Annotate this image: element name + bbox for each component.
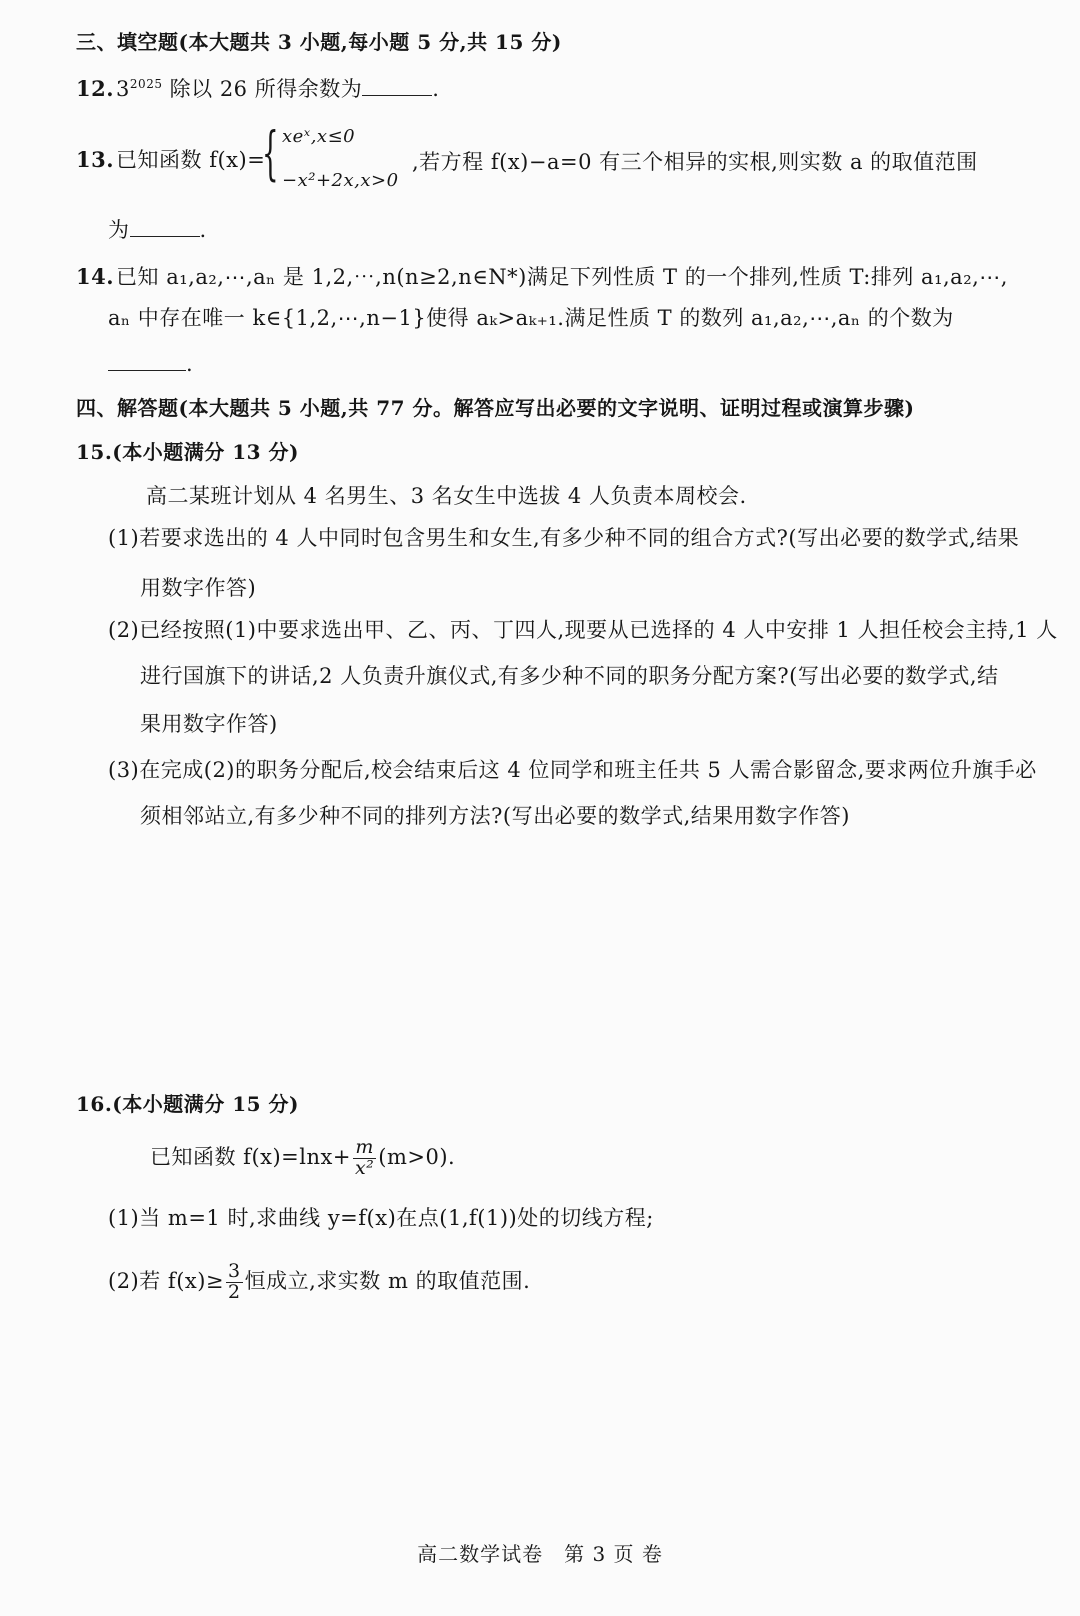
question-14-number: 14. — [76, 264, 115, 289]
q15-part-3-line-2: 须相邻站立,有多少种不同的排列方法?(写出必要的数学式,结果用数字作答) — [140, 804, 850, 828]
q15-part-1-line-2: 用数字作答) — [140, 576, 257, 600]
q15-part-1-line-1: (1)若要求选出的 4 人中同时包含男生和女生,有多少种不同的组合方式?(写出必要的数学式,结果 — [108, 526, 1020, 550]
question-16-header — [76, 1092, 299, 1116]
q16-intro — [150, 1138, 455, 1179]
q13-continuation — [108, 218, 207, 243]
page-footer: 高二数学试卷 第 3 页 卷 — [417, 1542, 663, 1566]
q16-p2-frac-denominator: 2 — [228, 1280, 241, 1303]
question-14-line-2: aₙ 中存在唯一 k∈{1,2,⋯,n−1}使得 aₖ>aₖ₊₁.满足性质 T 的数列 a₁,a₂,⋯,aₙ 的个数为 — [108, 306, 954, 330]
q16-answer-space[interactable] — [76, 1320, 996, 1520]
question-12-number: 12. — [76, 76, 115, 101]
q14-blank-line — [108, 352, 193, 377]
q13-end: . — [199, 218, 207, 242]
q12-exponent: 2025 — [129, 77, 163, 91]
q12-text: 除以 26 所得余数为 — [162, 77, 363, 101]
section-4-heading: 四、解答题(本大题共 5 小题,共 77 分。解答应写出必要的文字说明、证明过程或演算步骤) — [76, 396, 915, 420]
q13-tail: ,若方程 f(x)−a=0 有三个相异的实根,则实数 a 的取值范围 — [412, 150, 978, 174]
q16-p2-frac-numerator: 3 — [228, 1260, 241, 1282]
q12-base: 3 — [116, 77, 130, 101]
piecewise-brace: { — [262, 119, 279, 187]
q14-answer-blank[interactable] — [108, 368, 186, 371]
q13-answer-blank[interactable] — [130, 234, 200, 237]
q13-lead-text: 已知函数 f(x)= — [116, 148, 266, 172]
q16-p2-fraction — [226, 1262, 243, 1303]
q16-intro-pre: 已知函数 f(x)=lnx+ — [150, 1144, 351, 1169]
section-3-heading: 三、填空题(本大题共 3 小题,每小题 5 分,共 15 分) — [76, 30, 562, 54]
q15-header-text: 15.(本小题满分 13 分) — [76, 440, 299, 464]
q15-part-2-line-2: 进行国旗下的讲话,2 人负责升旗仪式,有多少种不同的职务分配方案?(写出必要的数学式,结 — [140, 664, 999, 688]
question-14-line-1 — [76, 264, 1008, 290]
q16-intro-post: (m>0). — [378, 1144, 456, 1169]
q15-answer-space[interactable] — [76, 850, 996, 1080]
q16-p2-pre: (2)若 f(x)≥ — [108, 1268, 225, 1293]
q16-header-text: 16.(本小题满分 15 分) — [76, 1092, 299, 1116]
q16-frac-denominator: x² — [354, 1156, 375, 1179]
q12-end: . — [432, 77, 440, 101]
q15-part-2-line-3: 果用数字作答) — [140, 712, 278, 736]
question-13-number: 13. — [76, 147, 115, 172]
question-12 — [76, 76, 439, 102]
question-15-header — [76, 440, 299, 464]
q15-part-3-line-1: (3)在完成(2)的职务分配后,校会结束后这 4 位同学和班主任共 5 人需合影留念,要求两位升旗手必 — [108, 758, 1037, 782]
q16-frac-numerator: m — [353, 1138, 376, 1159]
q13-cont-text: 为 — [108, 218, 130, 242]
q16-part-2 — [108, 1262, 530, 1303]
question-13-lead — [76, 147, 265, 173]
q14-end: . — [186, 352, 194, 376]
q13-case-2: −x²+2x,x>0 — [282, 170, 399, 191]
q16-p2-post: 恒成立,求实数 m 的取值范围. — [244, 1268, 531, 1293]
q15-intro: 高二某班计划从 4 名男生、3 名女生中选拔 4 人负责本周校会. — [146, 484, 747, 508]
q15-part-2-line-1: (2)已经按照(1)中要求选出甲、乙、丙、丁四人,现要从已选择的 4 人中安排 1 人担任校会主持,1 人 — [108, 618, 1058, 642]
q16-fraction — [353, 1138, 376, 1179]
q12-answer-blank[interactable] — [362, 93, 432, 96]
q14-line1-text: 已知 a₁,a₂,⋯,aₙ 是 1,2,⋯,n(n≥2,n∈N*)满足下列性质 T 的一个排列,性质 T:排列 a₁,a₂,⋯, — [116, 265, 1008, 289]
q16-part-1: (1)当 m=1 时,求曲线 y=f(x)在点(1,f(1))处的切线方程; — [108, 1206, 654, 1230]
q13-case-1: xeˣ,x≤0 — [282, 126, 356, 147]
